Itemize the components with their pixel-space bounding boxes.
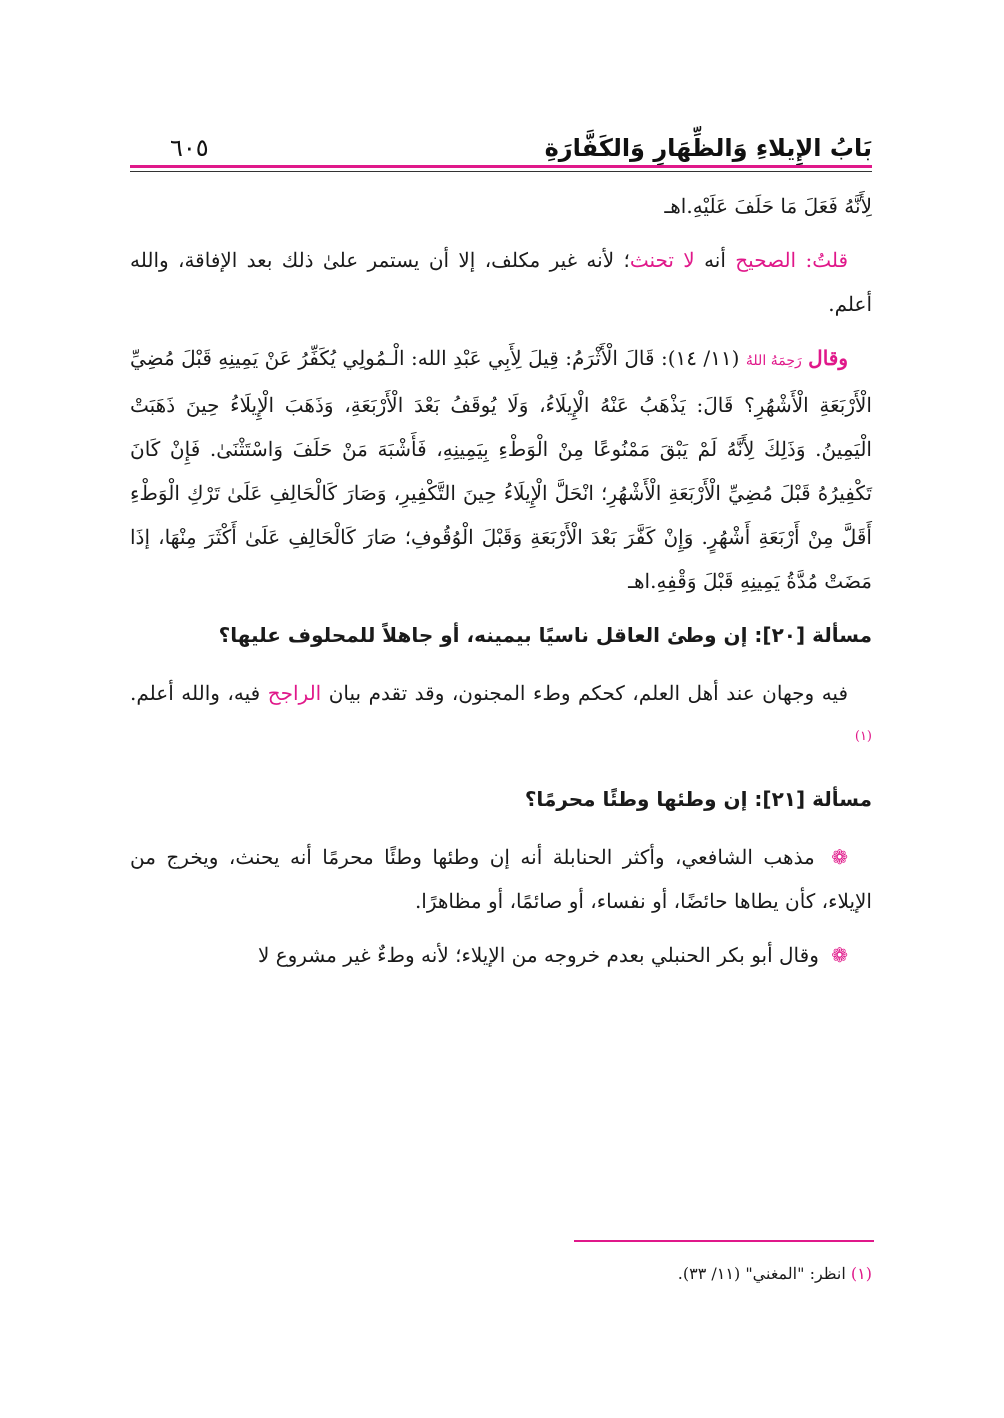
term-sahih: الصحيح [735,248,797,272]
footnote-text: انظر: "المغني" (١١/ ٣٣). [677,1264,846,1283]
header-rule-accent [130,165,872,168]
paragraph-quote-athram [130,336,872,603]
qultu-label: قلتُ: [805,248,849,272]
page-header [130,118,872,162]
page-number: ٦٠٥ [170,134,209,162]
paragraph-wajhan: فيه وجهان عند أهل العلم، كحكم وطء المجنون، وقد تقدم بيان الراجح فيه، والله أعلم.$^{(١)}$ [130,681,872,744]
wa-qala-label: وقال [808,346,848,370]
paragraph-abu-bakr: ❁ وقال أبو بكر الحنبلي بعدم خروجه من الإيلاء؛ لأنه وطءٌ غير مشروع لا [257,942,848,967]
chapter-title: بَابُ الإِيلاءِ وَالظِّهَارِ وَالكَفَّارَةِ [544,134,872,162]
footnote-marker[interactable]: (١) [854,729,872,744]
term-rajih: الراجح [267,681,322,705]
flower-ornament-icon: ❁ [831,844,848,869]
paragraph-shafii: ❁ مذهب الشافعي، وأكثر الحنابلة أنه إن وطئها وطئًا محرمًا أنه يحنث، ويخرج من الإيلاء، كأن يطاها حائضًا، أو نفساء، أو صائمًا، أو مظاهرًا. [130,844,872,913]
quote-text: قَالَ الْأَثْرَمُ: قِيلَ لِأَبِي عَبْدِ الله: الْـمُولِي يُكَفِّرُ عَنْ يَمِينِهِ قَبْلَ مُضِيِّ الْأَرْبَعَةِ الْأَشْهُرِ؟ قَالَ: يَذْهَبُ عَنْهُ الْإِيلَاءُ، وَلَا يُوقَفُ بَعْدَ الْأَرْبَعَةِ، وَذَهَبَ الْإِيلَاءُ حِينَ ذَهَبَتْ الْيَمِينُ. وَذَلِكَ لِأَنَّهُ لَمْ يَبْقَ مَمْنُوعًا مِنْ الْوَطْءِ بِيَمِينِهِ، فَأَشْبَهَ مَنْ حَلَفَ وَاسْتَثْنَىٰ. فَإِنْ كَانَ تَكْفِيرُهُ قَبْلَ مُضِيِّ الْأَرْبَعَةِ الْأَشْهُرِ؛ انْحَلَّ الْإِيلَاءُ حِينَ التَّكْفِيرِ، وَصَارَ كَالْحَالِفِ عَلَىٰ تَرْكِ الْوَطْءِ أَقَلَّ مِنْ أَرْبَعَةِ أَشْهُرٍ. وَإِنْ كَفَّرَ بَعْدَ الْأَرْبَعَةِ وَقَبْلَ الْوُقُوفِ؛ صَارَ كَالْحَالِفِ عَلَىٰ أَكْثَرَ مِنْهَا، إذَا مَضَتْ مُدَّةُ يَمِينِهِ قَبْلَ وَقْفِهِ.اهـ [130,346,872,593]
paragraph-qultu: قلتُ: الصحيح أنه لا تحنث؛ لأنه غير مكلف، إلا أن يستمر علىٰ ذلك بعد الإفاقة، والله أعلم. [130,248,872,316]
term-la-tahnath: لا تحنث [629,248,695,272]
reference: (١١/ ١٤): [660,346,740,370]
masala-21-heading: مسألة [٢١]: إن وطئها وطئًا محرمًا؟ [524,786,872,811]
footnote-rule [574,1240,874,1242]
honorific: رَحِمَهُ اللهُ [745,353,802,369]
footnote [130,1262,872,1286]
header-rule-dark [130,171,872,172]
paragraph-quote-end: لِأَنَّهُ فَعَلَ مَا حَلَفَ عَلَيْهِ.اهـ [664,194,872,218]
masala-20-heading: مسألة [٢٠]: إن وطئ العاقل ناسيًا بيمينه، أو جاهلاً للمحلوف عليها؟ [218,623,872,647]
page-body [130,184,872,987]
footnote-number: (١) [850,1264,872,1283]
flower-ornament-icon: ❁ [831,942,848,967]
